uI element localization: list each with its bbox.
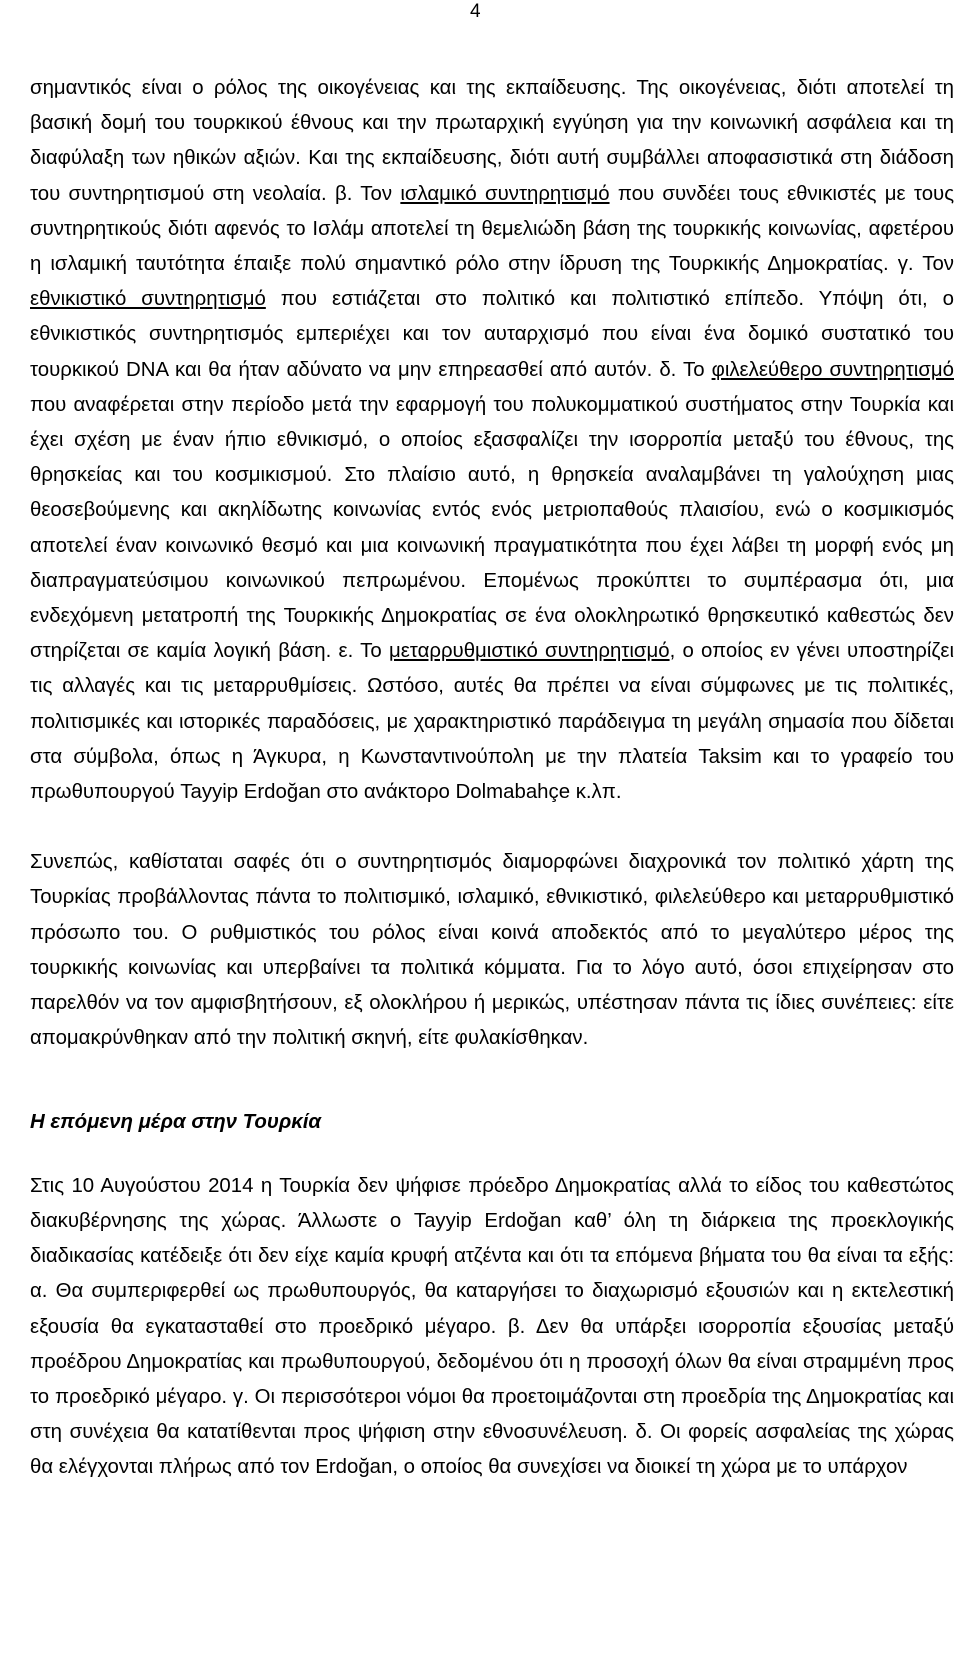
term-nationalist-conservatism: εθνικιστικό συντηρητισμό: [30, 288, 266, 311]
text-segment: σημαντικός είναι ο ρόλος της οικογένειας και της εκπαίδευσης. Της οικογένειας, διότι αποτελεί τη βασική δομή του τουρκικού έθνους και την πρωταρχική εγγύηση για την κοινωνική ασφάλεια και τη διαφύλαξη των ηθικών αξιών. Και της εκπαίδευσης, διότι αυτή συμβάλλει αποφασιστικά στη διάδοση του συντηρητισμού στη νεολαία. β. Τον: [30, 77, 954, 205]
text-segment: που συνδέει τους εθνικιστές με τους συντηρητικούς διότι αφενός το Ισλάμ αποτελεί τη θεμελιώδη βάση της τουρκικής κοινωνίας, αφετέρου η ισλαμική ταυτότητα έπαιξε πολύ σημαντικό ρόλο στην ίδρυση της Τουρκικής Δημοκρατίας. γ. Τον: [30, 182, 955, 276]
paragraph-next-day: Στις 10 Αυγούστου 2014 η Τουρκία δεν ψήφισε πρόεδρο Δημοκρατίας αλλά το είδος του καθεστώτος διακυβέρνησης της χώρας. Άλλωστε ο Tayyip Erdoğan καθ’ όλη τη διάρκεια της προεκλογικής διαδικασίας κατέδειξε ότι δεν είχε καμία κρυφή ατζέντα και ότι τα επόμενα βήματα του θα είναι τα εξής: α. Θα συμπεριφερθεί ως πρωθυπουργός, θα καταργήσει το διαχωρισμό εξουσιών και η εκτελεστική εξουσία θα εγκατασταθεί στο προεδρικό μέγαρο. β. Δεν θα υπάρξει ισορροπία εξουσίας μεταξύ προέδρου Δημοκρατίας και πρωθυπουργού, δεδομένου ότι η προσοχή όλων θα είναι στραμμένη προς το προεδρικό μέγαρο. γ. Οι περισσότεροι νόμοι θα προετοιμάζονται στη προεδρία της Δημοκρατίας και στη συνέχεια θα κατατίθενται προς ψήφιση στην εθνοσυνέλευση. δ. Οι φορείς ασφαλείας της χώρας θα ελέγχονται πλήρως από τον Erdoğan, ο οποίος θα συνεχίσει να διοικεί τη χώρα με το υπάρχον: [30, 1174, 954, 1479]
paragraph-conservatism-types: [30, 71, 954, 810]
text-segment: που αναφέρεται στην περίοδο μετά την εφαρμογή του πολυκομματικού συστήματος στην Τουρκία και έχει σχέση με έναν ήπιο εθνικισμό, ο οποίος εξασφαλίζει την ισορροπία μεταξύ του έθνους, της θρησκείας και του κοσμικισμού. Στο πλαίσιο αυτό, η θρησκεία αναλαμβάνει τη γαλούχηση μιας θεοσεβούμενης και ακηλίδωτης κοινωνίας εντός ενός μετριοπαθούς πλαισίου, ενώ ο κοσμικισμός αποτελεί έναν κοινωνικό θεσμό και μια κοινωνική πραγματικότητα που έχει λάβει τη μορφή ενός μη διαπραγματεύσιμου κοινωνικού πεπρωμένου. Επομένως προκύπτει το συμπέρασμα ότι, μια ενδεχόμενη μετατροπή της Τουρκικής Δημοκρατίας σε ένα ολοκληρωτικό θρησκευτικό καθεστώς δεν στηρίζεται σε καμία λογική βάση. ε. Το: [30, 393, 954, 663]
text-segment: , ο οποίος εν γένει υποστηρίζει τις αλλαγές και τις μεταρρυθμίσεις. Ωστόσο, αυτές θα πρέπει να είναι σύμφωνες με τις πολιτικές, πολιτισμικές και ιστορικές παραδόσεις, με χαρακτηριστικό παράδειγμα τη μεγάλη σημασία που δίδεται στα σύμβολα, όπως η Άγκυρα, η Κωνσταντινούπολη με την πλατεία Taksim και το γραφείο του πρωθυπουργού Tayyip Erdoğan στο ανάκτορο Dolmabahçe κ.λπ.: [30, 640, 955, 804]
term-liberal-conservatism: φιλελεύθερο συντηρητισμό: [711, 358, 954, 381]
term-islamic-conservatism: ισλαμικό συντηρητισμό: [400, 182, 610, 205]
spacer: [30, 810, 954, 845]
document-body: [30, 71, 954, 1486]
text-segment: που εστιάζεται στο πολιτικό και πολιτιστικό επίπεδο. Υπόψη ότι, ο εθνικιστικός συντηρητισμός εμπεριέχει και τον αυταρχισμό που είναι ένα δομικό συστατικό του τουρκικού DNA και θα ήταν αδύνατο να μην επηρεασθεί από αυτόν. δ. Το: [30, 288, 955, 381]
page-number: 4: [470, 1, 481, 22]
term-reformist-conservatism: μεταρρυθμιστικό συντηρητισμό: [388, 640, 670, 663]
paragraph-conclusion: Συνεπώς, καθίσταται σαφές ότι ο συντηρητισμός διαμορφώνει διαχρονικά τον πολιτικό χάρτη της Τουρκίας προβάλλοντας πάντα το πολιτισμικό, ισλαμικό, εθνικιστικό, φιλελεύθερο και μεταρρυθμιστικό πρόσωπο του. Ο ρυθμιστικός του ρόλος είναι κοινά αποδεκτός από το μεγαλύτερο μέρος της τουρκικής κοινωνίας και υπερβαίνει τα πολιτικά κόμματα. Για το λόγο αυτό, όσοι επιχείρησαν στο παρελθόν να τον αμφισβητήσουν, εξ ολοκλήρου ή μερικώς, υπέστησαν πάντα τις ίδιες συνέπειες: είτε απομακρύνθηκαν από την πολιτική σκηνή, είτε φυλακίσθηκαν.: [30, 851, 954, 1050]
section-heading: Η επόμενη μέρα στην Τουρκία: [30, 1111, 322, 1134]
spacer: [30, 1056, 954, 1105]
spacer: [30, 1141, 954, 1169]
